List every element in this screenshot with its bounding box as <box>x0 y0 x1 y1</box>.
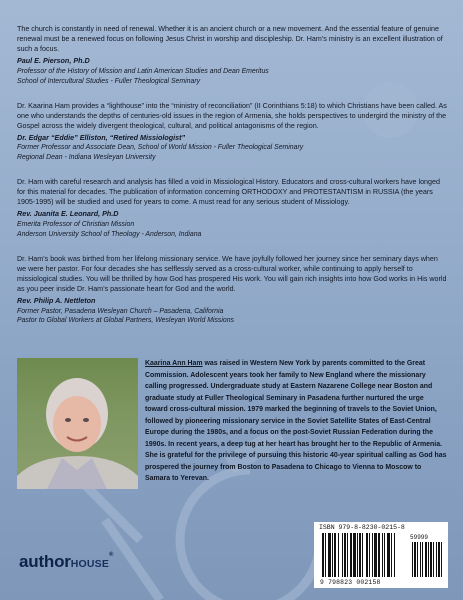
endorsement-affiliation: Emerita Professor of Christian Mission <box>17 220 135 228</box>
author-bio-text: was raised in Western New York by parents committed to the Great Commission. Adolescent years took her family to New England where the missionary calling progressed. Undergraduate study at Eastern Nazarene College near Boston and graduate study at Fuller Theological Seminary in Pasadena further nurtured the urge toward cross-cultural mission. 1979 marked the beginning of travels to the Soviet Union, followed by pioneering missionary service in the Soviet Satellite States of East-Central Europe during the 1980s, and a focus on the post-Soviet Russian Federation during the 1990s. In recent years, a deep tug at her heart has brought her to the Republic of Armenia. She is grateful for the privilege of pursuing this historic 40-year spiritual calling as God has prospered the journey from Boston to Pasadena to Chicago to Vienna to Moscow to Samara to Yerevan. <box>145 360 447 483</box>
endorsement <box>17 254 447 327</box>
endorsement-quote: The church is constantly in need of renewal. Whether it is an ancient church or a new movement. And the essential feature of genuine renewal must be a renewed focus on following Jesus Christ in worship and discipleship. Dr. Ham’s ministry is an excellent illustration of such a focus. <box>17 25 443 54</box>
barcode-addon-digits: 59999 <box>410 534 429 541</box>
isbn-text: ISBN 979-8-8230-0215-8 <box>319 524 405 531</box>
author-bio-name: Kaarina Ann Ham <box>145 360 203 367</box>
endorsement <box>17 24 447 87</box>
endorsement-affiliation: Former Professor and Associate Dean, School of World Mission - Fuller Theological Seminary <box>17 144 304 152</box>
barcode-digits: 9 798823 002158 <box>320 579 381 586</box>
endorsement-quote: Dr. Ham’s book was birthed from her lifelong missionary service. We have joyfully followed her journey since her seminary days when we were her pastor. For four decades she has selflessly served as a cross-cultural worker, while continuing to apply herself to missiological studies. You will be thrilled by how God has prospered His work. You will gain rich insights into how God works in His world as you peer inside Dr. Ham’s passionate heart for God and the world. <box>17 254 447 293</box>
isbn-barcode <box>314 522 448 588</box>
endorsement-quote: Dr. Kaarina Ham provides a “lighthouse” into the “ministry of reconciliation” (II Corinthians 5:18) to which Christians have been called. As one who understands the depths of centuries-old issues in the region of Armenia, she holds perspectives to undergird the ministry of the Gospel across the widely divergent theological, cultural, and political antagonisms of the region. <box>17 101 447 130</box>
endorsement-author: Dr. Edgar “Eddie” Elliston, “Retired Missiologist” <box>17 132 186 142</box>
endorsement-author: Rev. Juanita E. Leonard, Ph.D <box>17 209 119 219</box>
endorsement <box>17 177 447 240</box>
endorsement <box>17 101 447 164</box>
publisher-logo-part2: HOUSE <box>70 558 110 570</box>
endorsement-affiliation: Regional Dean - Indiana Wesleyan University <box>17 154 156 162</box>
endorsement-affiliation: Pastor to Global Workers at Global Partners, Wesleyan World Missions <box>17 317 235 325</box>
endorsement-affiliation: School of Intercultural Studies - Fuller Theological Seminary <box>17 77 201 85</box>
endorsement-author: Rev. Philip A. Nettleton <box>17 296 96 306</box>
endorsement-affiliation: Anderson University School of Theology - Anderson, Indiana <box>17 230 202 238</box>
endorsement-author: Paul E. Pierson, Ph.D <box>17 56 90 66</box>
endorsement-affiliation: Professor of the History of Mission and Latin American Studies and Dean Emeritus <box>17 67 269 75</box>
publisher-logo-part1: author <box>19 552 71 571</box>
endorsement-affiliation: Former Pastor, Pasadena Wesleyan Church – Pasadena, California <box>17 307 224 315</box>
registered-mark: ® <box>109 552 114 558</box>
endorsement-quote: Dr. Ham with careful research and analysis has filled a void in Missiological History. Educators and cross-cultural workers have longed for this material for decades. The publication of information concerning ORTHODOXY and PROTESTANTISM in RUSSIA (the years 1905-1995) will be studied and used for years to come. A must read for any serious student of Missiology. <box>17 178 440 207</box>
endorsements <box>17 24 447 340</box>
author-bio <box>17 358 447 491</box>
publisher-logo <box>19 552 113 572</box>
